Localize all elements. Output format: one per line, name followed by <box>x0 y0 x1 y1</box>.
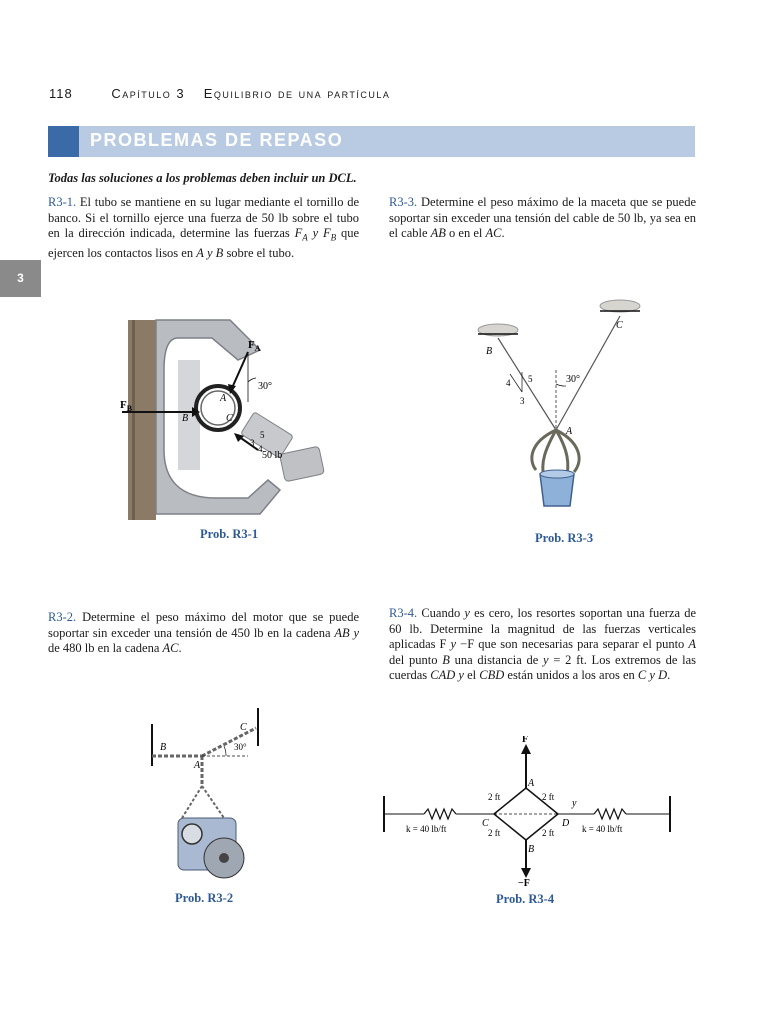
label-slope-5: 5 <box>260 430 265 440</box>
label-len-2: 2 ft <box>542 792 555 802</box>
page-number: 118 <box>49 86 73 101</box>
caption-r3-4: Prob. R3-4 <box>496 892 555 906</box>
caption-r3-2: Prob. R3-2 <box>175 891 234 905</box>
problem-text: Determine el peso máximo del motor que se puede soportar sin exceder una tensión de 450 lb en la cadena AB y de 480 lb en la cadena AC. <box>48 610 360 655</box>
section-title: PROBLEMAS DE REPASO <box>90 130 344 150</box>
label-c: C <box>226 413 233 424</box>
problem-number: R3-1. <box>48 195 77 209</box>
problem-number: R3-2. <box>48 610 77 624</box>
problem-r3-2 <box>48 610 359 657</box>
label-angle: 30° <box>258 381 272 392</box>
label-k-right: k = 40 lb/ft <box>582 824 623 834</box>
pipe <box>196 386 240 430</box>
cable-ac <box>556 316 620 430</box>
label-c: C <box>482 818 489 829</box>
label-len-3: 2 ft <box>488 828 501 838</box>
label-d: D <box>562 818 570 829</box>
label-fa: $F_A$ <box>248 339 261 353</box>
spring-right <box>594 809 626 819</box>
chapter-label: Capítulo 3 <box>111 86 186 101</box>
problem-r3-1 <box>48 195 359 262</box>
label-slope-4: 4 <box>258 444 263 454</box>
problem-text: Determine el peso máximo de la maceta que se puede soportar sin exceder una tensión del cable de 50 lb, ya sea en el cable AB o en el AC. <box>389 195 697 240</box>
pulley <box>182 824 202 844</box>
problem-number: R3-4. <box>389 606 418 620</box>
figure-r3-1-vise <box>120 290 340 522</box>
problem-number: R3-3. <box>389 195 418 209</box>
flower-pot <box>540 474 574 506</box>
section-banner <box>48 126 695 157</box>
running-header <box>49 86 390 101</box>
label-5: 5 <box>528 374 533 384</box>
chapter-side-tab: 3 <box>0 260 41 297</box>
label-50lb: 50 lb <box>262 450 283 461</box>
label-y: y <box>572 798 577 809</box>
label-a: A <box>194 760 201 771</box>
label-3: 3 <box>520 396 525 406</box>
label-angle: 30° <box>234 742 247 752</box>
screw-handle <box>280 446 325 482</box>
label-a: A <box>220 393 227 404</box>
label-b: B <box>160 742 167 753</box>
label-fb: $F_B$ <box>120 399 133 413</box>
figure-r3-4-springs <box>378 736 678 886</box>
banner-accent-block <box>48 126 79 157</box>
caption-r3-1: Prob. R3-1 <box>200 527 259 541</box>
label-b: B <box>486 346 493 357</box>
figure-r3-2-motor <box>148 706 273 886</box>
label-b: B <box>528 844 535 855</box>
label-angle: 30° <box>566 374 580 385</box>
label-c: C <box>616 320 623 331</box>
label-c: C <box>240 722 247 733</box>
label-len-4: 2 ft <box>542 828 555 838</box>
label-a: A <box>528 778 535 789</box>
label-4: 4 <box>506 378 511 388</box>
chapter-title: Equilibrio de una partícula <box>203 86 391 101</box>
label-negf: −F <box>518 878 530 886</box>
problem-r3-3 <box>389 195 696 242</box>
label-b: B <box>182 413 189 424</box>
spring-left <box>424 809 456 819</box>
label-k-left: k = 40 lb/ft <box>406 824 447 834</box>
problem-text: Cuando y es cero, los resortes soportan una fuerza de 60 lb. Determine la magnitud de las fuerzas verticales aplicadas F y −F que son necesarias para separar el punto A del punto B una distancia de y = 2 ft. Los extremos de las cuerdas CAD y el CBD están unidos a los aros en C y D. <box>389 606 697 682</box>
label-f: F <box>522 736 529 745</box>
label-len-1: 2 ft <box>488 792 501 802</box>
figure-r3-3-planter <box>470 292 670 524</box>
intro-note: Todas las soluciones a los problemas deben incluir un DCL. <box>48 171 357 185</box>
chain-ac <box>202 728 256 756</box>
problem-r3-4 <box>389 606 696 684</box>
label-slope-3: 3 <box>250 438 255 448</box>
caption-r3-3: Prob. R3-3 <box>535 531 594 545</box>
label-a: A <box>566 426 573 437</box>
problem-text: El tubo se mantiene en su lugar mediante el tornillo de banco. Si el tornillo ejerce una fuerza de 50 lb sobre el tubo en la dirección indicada, determine las fuerzas $F_A$ y $F_B$ que ejercen los contactos lisos en A y B sobre el tubo. <box>48 195 360 260</box>
